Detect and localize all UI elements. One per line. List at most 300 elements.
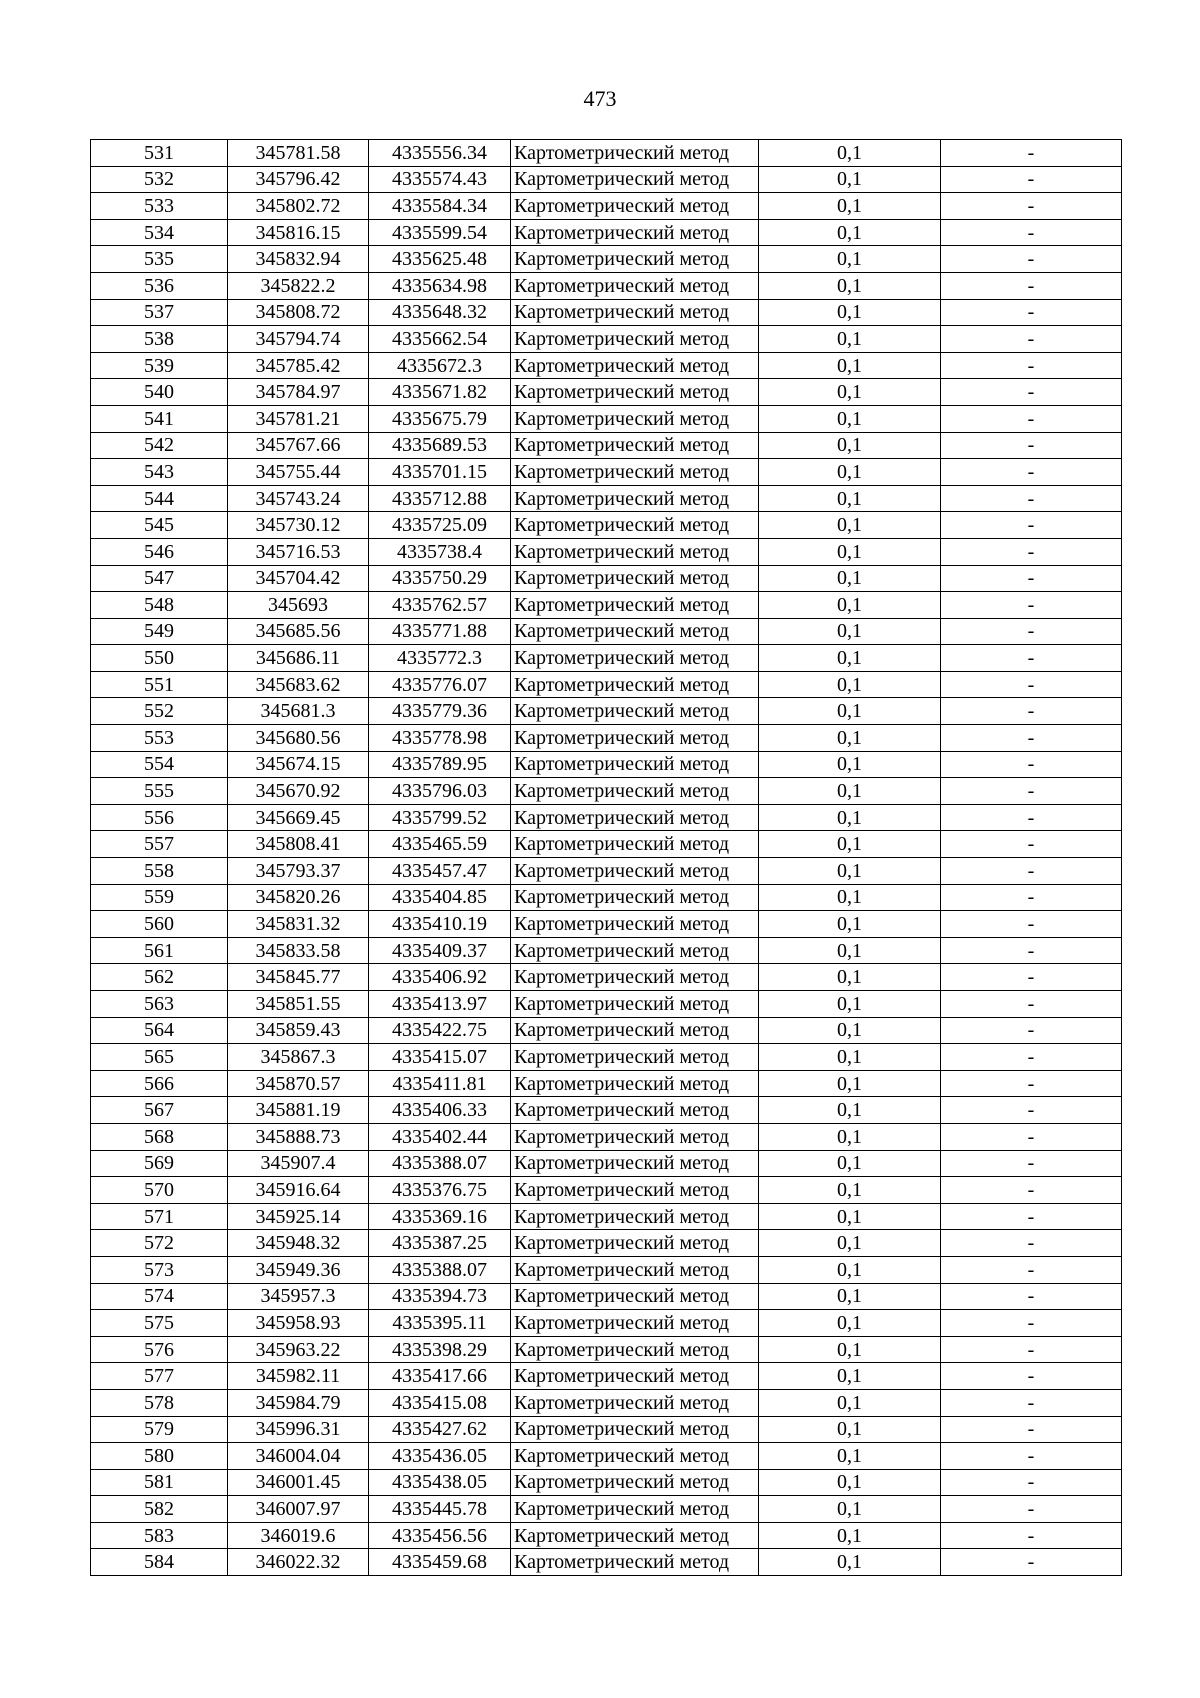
y-coordinate-cell: 4335422.75 [369, 1017, 511, 1044]
table-row [91, 618, 1122, 645]
x-coordinate-cell: 345948.32 [228, 1230, 369, 1257]
table-row [91, 804, 1122, 831]
note-cell: - [941, 1443, 1122, 1470]
accuracy-cell: 0,1 [759, 671, 941, 698]
accuracy-cell: 0,1 [759, 645, 941, 672]
table-row [91, 379, 1122, 406]
table-row [91, 1044, 1122, 1071]
point-number-cell: 581 [91, 1469, 228, 1496]
x-coordinate-cell: 346019.6 [228, 1522, 369, 1549]
method-cell: Картометрический метод [511, 618, 759, 645]
method-cell: Картометрический метод [511, 1310, 759, 1337]
note-cell: - [941, 1230, 1122, 1257]
method-cell: Картометрический метод [511, 1389, 759, 1416]
point-number-cell: 542 [91, 432, 228, 459]
point-number-cell: 574 [91, 1283, 228, 1310]
note-cell: - [941, 1070, 1122, 1097]
point-number-cell: 553 [91, 725, 228, 752]
note-cell: - [941, 964, 1122, 991]
note-cell: - [941, 778, 1122, 805]
accuracy-cell: 0,1 [759, 1044, 941, 1071]
point-number-cell: 557 [91, 831, 228, 858]
y-coordinate-cell: 4335779.36 [369, 698, 511, 725]
table-row [91, 1336, 1122, 1363]
note-cell: - [941, 1363, 1122, 1390]
y-coordinate-cell: 4335762.57 [369, 592, 511, 619]
method-cell: Картометрический метод [511, 1363, 759, 1390]
y-coordinate-cell: 4335672.3 [369, 352, 511, 379]
y-coordinate-cell: 4335436.05 [369, 1443, 511, 1470]
table-row [91, 1549, 1122, 1576]
point-number-cell: 564 [91, 1017, 228, 1044]
point-number-cell: 558 [91, 858, 228, 885]
table-row [91, 1496, 1122, 1523]
accuracy-cell: 0,1 [759, 405, 941, 432]
table-row [91, 991, 1122, 1018]
note-cell: - [941, 858, 1122, 885]
note-cell: - [941, 140, 1122, 167]
x-coordinate-cell: 345851.55 [228, 991, 369, 1018]
y-coordinate-cell: 4335599.54 [369, 219, 511, 246]
x-coordinate-cell: 345808.41 [228, 831, 369, 858]
method-cell: Картометрический метод [511, 485, 759, 512]
accuracy-cell: 0,1 [759, 1496, 941, 1523]
y-coordinate-cell: 4335415.07 [369, 1044, 511, 1071]
point-number-cell: 562 [91, 964, 228, 991]
accuracy-cell: 0,1 [759, 725, 941, 752]
method-cell: Картометрический метод [511, 1443, 759, 1470]
point-number-cell: 534 [91, 219, 228, 246]
accuracy-cell: 0,1 [759, 1522, 941, 1549]
table-row [91, 299, 1122, 326]
table-row [91, 1363, 1122, 1390]
note-cell: - [941, 645, 1122, 672]
x-coordinate-cell: 345730.12 [228, 512, 369, 539]
x-coordinate-cell: 345685.56 [228, 618, 369, 645]
x-coordinate-cell: 345949.36 [228, 1256, 369, 1283]
point-number-cell: 537 [91, 299, 228, 326]
point-number-cell: 570 [91, 1177, 228, 1204]
accuracy-cell: 0,1 [759, 193, 941, 220]
note-cell: - [941, 246, 1122, 273]
x-coordinate-cell: 345822.2 [228, 272, 369, 299]
table-row [91, 1123, 1122, 1150]
point-number-cell: 582 [91, 1496, 228, 1523]
note-cell: - [941, 1203, 1122, 1230]
x-coordinate-cell: 345686.11 [228, 645, 369, 672]
accuracy-cell: 0,1 [759, 751, 941, 778]
note-cell: - [941, 1549, 1122, 1576]
point-number-cell: 571 [91, 1203, 228, 1230]
table-row [91, 565, 1122, 592]
accuracy-cell: 0,1 [759, 1256, 941, 1283]
accuracy-cell: 0,1 [759, 219, 941, 246]
method-cell: Картометрический метод [511, 459, 759, 486]
point-number-cell: 538 [91, 326, 228, 353]
point-number-cell: 536 [91, 272, 228, 299]
accuracy-cell: 0,1 [759, 538, 941, 565]
point-number-cell: 547 [91, 565, 228, 592]
y-coordinate-cell: 4335394.73 [369, 1283, 511, 1310]
y-coordinate-cell: 4335456.56 [369, 1522, 511, 1549]
note-cell: - [941, 352, 1122, 379]
table-row [91, 1416, 1122, 1443]
note-cell: - [941, 219, 1122, 246]
point-number-cell: 576 [91, 1336, 228, 1363]
y-coordinate-cell: 4335376.75 [369, 1177, 511, 1204]
method-cell: Картометрический метод [511, 1177, 759, 1204]
y-coordinate-cell: 4335438.05 [369, 1469, 511, 1496]
method-cell: Картометрический метод [511, 1469, 759, 1496]
x-coordinate-cell: 345781.21 [228, 405, 369, 432]
accuracy-cell: 0,1 [759, 512, 941, 539]
note-cell: - [941, 804, 1122, 831]
table-row [91, 512, 1122, 539]
y-coordinate-cell: 4335689.53 [369, 432, 511, 459]
point-number-cell: 535 [91, 246, 228, 273]
table-row [91, 166, 1122, 193]
x-coordinate-cell: 345833.58 [228, 937, 369, 964]
point-number-cell: 572 [91, 1230, 228, 1257]
x-coordinate-cell: 345925.14 [228, 1203, 369, 1230]
accuracy-cell: 0,1 [759, 1283, 941, 1310]
table-row [91, 193, 1122, 220]
method-cell: Картометрический метод [511, 272, 759, 299]
y-coordinate-cell: 4335445.78 [369, 1496, 511, 1523]
accuracy-cell: 0,1 [759, 1230, 941, 1257]
point-number-cell: 544 [91, 485, 228, 512]
point-number-cell: 580 [91, 1443, 228, 1470]
x-coordinate-cell: 345802.72 [228, 193, 369, 220]
accuracy-cell: 0,1 [759, 698, 941, 725]
point-number-cell: 568 [91, 1123, 228, 1150]
point-number-cell: 573 [91, 1256, 228, 1283]
table-row [91, 405, 1122, 432]
accuracy-cell: 0,1 [759, 1443, 941, 1470]
point-number-cell: 556 [91, 804, 228, 831]
method-cell: Картометрический метод [511, 219, 759, 246]
accuracy-cell: 0,1 [759, 326, 941, 353]
accuracy-cell: 0,1 [759, 884, 941, 911]
method-cell: Картометрический метод [511, 831, 759, 858]
x-coordinate-cell: 345957.3 [228, 1283, 369, 1310]
x-coordinate-cell: 345794.74 [228, 326, 369, 353]
table-row [91, 645, 1122, 672]
accuracy-cell: 0,1 [759, 272, 941, 299]
table-row [91, 538, 1122, 565]
table-row [91, 272, 1122, 299]
note-cell: - [941, 485, 1122, 512]
table-row [91, 937, 1122, 964]
table-row [91, 246, 1122, 273]
method-cell: Картометрический метод [511, 1496, 759, 1523]
x-coordinate-cell: 345755.44 [228, 459, 369, 486]
x-coordinate-cell: 345743.24 [228, 485, 369, 512]
table-row [91, 671, 1122, 698]
table-row [91, 140, 1122, 167]
x-coordinate-cell: 345793.37 [228, 858, 369, 885]
accuracy-cell: 0,1 [759, 1177, 941, 1204]
method-cell: Картометрический метод [511, 565, 759, 592]
method-cell: Картометрический метод [511, 140, 759, 167]
y-coordinate-cell: 4335789.95 [369, 751, 511, 778]
method-cell: Картометрический метод [511, 1416, 759, 1443]
method-cell: Картометрический метод [511, 1283, 759, 1310]
y-coordinate-cell: 4335648.32 [369, 299, 511, 326]
accuracy-cell: 0,1 [759, 485, 941, 512]
note-cell: - [941, 1310, 1122, 1337]
page-number: 473 [583, 86, 617, 111]
method-cell: Картометрический метод [511, 804, 759, 831]
accuracy-cell: 0,1 [759, 379, 941, 406]
note-cell: - [941, 991, 1122, 1018]
accuracy-cell: 0,1 [759, 1389, 941, 1416]
point-number-cell: 549 [91, 618, 228, 645]
table-row [91, 884, 1122, 911]
method-cell: Картометрический метод [511, 1017, 759, 1044]
point-number-cell: 533 [91, 193, 228, 220]
table-row [91, 725, 1122, 752]
accuracy-cell: 0,1 [759, 831, 941, 858]
note-cell: - [941, 1496, 1122, 1523]
y-coordinate-cell: 4335574.43 [369, 166, 511, 193]
table-row [91, 352, 1122, 379]
accuracy-cell: 0,1 [759, 778, 941, 805]
x-coordinate-cell: 345958.93 [228, 1310, 369, 1337]
y-coordinate-cell: 4335415.08 [369, 1389, 511, 1416]
table-row [91, 1177, 1122, 1204]
x-coordinate-cell: 345881.19 [228, 1097, 369, 1124]
point-number-cell: 546 [91, 538, 228, 565]
table-row [91, 831, 1122, 858]
note-cell: - [941, 884, 1122, 911]
x-coordinate-cell: 345820.26 [228, 884, 369, 911]
table-row [91, 911, 1122, 938]
y-coordinate-cell: 4335465.59 [369, 831, 511, 858]
note-cell: - [941, 166, 1122, 193]
method-cell: Картометрический метод [511, 911, 759, 938]
note-cell: - [941, 1416, 1122, 1443]
x-coordinate-cell: 345704.42 [228, 565, 369, 592]
note-cell: - [941, 1150, 1122, 1177]
note-cell: - [941, 1389, 1122, 1416]
note-cell: - [941, 1256, 1122, 1283]
method-cell: Картометрический метод [511, 1230, 759, 1257]
table-row [91, 459, 1122, 486]
note-cell: - [941, 831, 1122, 858]
point-number-cell: 575 [91, 1310, 228, 1337]
y-coordinate-cell: 4335398.29 [369, 1336, 511, 1363]
note-cell: - [941, 1336, 1122, 1363]
accuracy-cell: 0,1 [759, 964, 941, 991]
point-number-cell: 563 [91, 991, 228, 1018]
x-coordinate-cell: 345859.43 [228, 1017, 369, 1044]
table-row [91, 432, 1122, 459]
note-cell: - [941, 937, 1122, 964]
method-cell: Картометрический метод [511, 166, 759, 193]
point-number-cell: 531 [91, 140, 228, 167]
table-row [91, 1203, 1122, 1230]
note-cell: - [941, 512, 1122, 539]
table-row [91, 1230, 1122, 1257]
y-coordinate-cell: 4335388.07 [369, 1256, 511, 1283]
point-number-cell: 559 [91, 884, 228, 911]
x-coordinate-cell: 345785.42 [228, 352, 369, 379]
x-coordinate-cell: 345845.77 [228, 964, 369, 991]
y-coordinate-cell: 4335712.88 [369, 485, 511, 512]
x-coordinate-cell: 345907.4 [228, 1150, 369, 1177]
x-coordinate-cell: 346007.97 [228, 1496, 369, 1523]
accuracy-cell: 0,1 [759, 166, 941, 193]
point-number-cell: 561 [91, 937, 228, 964]
x-coordinate-cell: 345680.56 [228, 725, 369, 752]
x-coordinate-cell: 345796.42 [228, 166, 369, 193]
accuracy-cell: 0,1 [759, 565, 941, 592]
x-coordinate-cell: 345888.73 [228, 1123, 369, 1150]
table-row [91, 1389, 1122, 1416]
method-cell: Картометрический метод [511, 512, 759, 539]
note-cell: - [941, 565, 1122, 592]
y-coordinate-cell: 4335406.33 [369, 1097, 511, 1124]
point-number-cell: 539 [91, 352, 228, 379]
method-cell: Картометрический метод [511, 671, 759, 698]
point-number-cell: 540 [91, 379, 228, 406]
y-coordinate-cell: 4335634.98 [369, 272, 511, 299]
accuracy-cell: 0,1 [759, 991, 941, 1018]
accuracy-cell: 0,1 [759, 1336, 941, 1363]
point-number-cell: 565 [91, 1044, 228, 1071]
x-coordinate-cell: 345784.97 [228, 379, 369, 406]
note-cell: - [941, 911, 1122, 938]
accuracy-cell: 0,1 [759, 804, 941, 831]
accuracy-cell: 0,1 [759, 858, 941, 885]
accuracy-cell: 0,1 [759, 1123, 941, 1150]
x-coordinate-cell: 345693 [228, 592, 369, 619]
x-coordinate-cell: 345716.53 [228, 538, 369, 565]
y-coordinate-cell: 4335402.44 [369, 1123, 511, 1150]
method-cell: Картометрический метод [511, 299, 759, 326]
x-coordinate-cell: 345832.94 [228, 246, 369, 273]
table-row [91, 1070, 1122, 1097]
note-cell: - [941, 432, 1122, 459]
note-cell: - [941, 1044, 1122, 1071]
y-coordinate-cell: 4335409.37 [369, 937, 511, 964]
x-coordinate-cell: 345681.3 [228, 698, 369, 725]
note-cell: - [941, 405, 1122, 432]
y-coordinate-cell: 4335799.52 [369, 804, 511, 831]
method-cell: Картометрический метод [511, 858, 759, 885]
note-cell: - [941, 299, 1122, 326]
method-cell: Картометрический метод [511, 884, 759, 911]
y-coordinate-cell: 4335427.62 [369, 1416, 511, 1443]
y-coordinate-cell: 4335411.81 [369, 1070, 511, 1097]
accuracy-cell: 0,1 [759, 1469, 941, 1496]
method-cell: Картометрический метод [511, 1522, 759, 1549]
point-number-cell: 551 [91, 671, 228, 698]
note-cell: - [941, 272, 1122, 299]
point-number-cell: 567 [91, 1097, 228, 1124]
y-coordinate-cell: 4335395.11 [369, 1310, 511, 1337]
x-coordinate-cell: 345982.11 [228, 1363, 369, 1390]
y-coordinate-cell: 4335410.19 [369, 911, 511, 938]
point-number-cell: 548 [91, 592, 228, 619]
method-cell: Картометрический метод [511, 937, 759, 964]
x-coordinate-cell: 345808.72 [228, 299, 369, 326]
accuracy-cell: 0,1 [759, 1310, 941, 1337]
x-coordinate-cell: 345916.64 [228, 1177, 369, 1204]
table-row [91, 698, 1122, 725]
table-row [91, 778, 1122, 805]
method-cell: Картометрический метод [511, 1123, 759, 1150]
accuracy-cell: 0,1 [759, 618, 941, 645]
y-coordinate-cell: 4335750.29 [369, 565, 511, 592]
coordinates-table [90, 139, 1122, 1576]
y-coordinate-cell: 4335413.97 [369, 991, 511, 1018]
method-cell: Картометрический метод [511, 1150, 759, 1177]
accuracy-cell: 0,1 [759, 352, 941, 379]
point-number-cell: 554 [91, 751, 228, 778]
note-cell: - [941, 326, 1122, 353]
method-cell: Картометрический метод [511, 379, 759, 406]
method-cell: Картометрический метод [511, 1097, 759, 1124]
y-coordinate-cell: 4335738.4 [369, 538, 511, 565]
table-row [91, 1522, 1122, 1549]
x-coordinate-cell: 345669.45 [228, 804, 369, 831]
table-row [91, 1469, 1122, 1496]
note-cell: - [941, 193, 1122, 220]
table-row [91, 1283, 1122, 1310]
method-cell: Картометрический метод [511, 1336, 759, 1363]
x-coordinate-cell: 346004.04 [228, 1443, 369, 1470]
note-cell: - [941, 725, 1122, 752]
method-cell: Картометрический метод [511, 1203, 759, 1230]
method-cell: Картометрический метод [511, 1549, 759, 1576]
y-coordinate-cell: 4335772.3 [369, 645, 511, 672]
method-cell: Картометрический метод [511, 1070, 759, 1097]
accuracy-cell: 0,1 [759, 246, 941, 273]
accuracy-cell: 0,1 [759, 432, 941, 459]
note-cell: - [941, 379, 1122, 406]
y-coordinate-cell: 4335796.03 [369, 778, 511, 805]
method-cell: Картометрический метод [511, 592, 759, 619]
table-row [91, 1443, 1122, 1470]
note-cell: - [941, 751, 1122, 778]
coordinates-table-body [91, 140, 1122, 1576]
table-row [91, 858, 1122, 885]
x-coordinate-cell: 345816.15 [228, 219, 369, 246]
y-coordinate-cell: 4335675.79 [369, 405, 511, 432]
note-cell: - [941, 1469, 1122, 1496]
table-row [91, 964, 1122, 991]
point-number-cell: 560 [91, 911, 228, 938]
point-number-cell: 569 [91, 1150, 228, 1177]
table-row [91, 485, 1122, 512]
point-number-cell: 545 [91, 512, 228, 539]
y-coordinate-cell: 4335725.09 [369, 512, 511, 539]
point-number-cell: 550 [91, 645, 228, 672]
point-number-cell: 566 [91, 1070, 228, 1097]
note-cell: - [941, 671, 1122, 698]
x-coordinate-cell: 345867.3 [228, 1044, 369, 1071]
table-row [91, 219, 1122, 246]
note-cell: - [941, 1097, 1122, 1124]
x-coordinate-cell: 345870.57 [228, 1070, 369, 1097]
note-cell: - [941, 459, 1122, 486]
y-coordinate-cell: 4335388.07 [369, 1150, 511, 1177]
point-number-cell: 579 [91, 1416, 228, 1443]
note-cell: - [941, 698, 1122, 725]
method-cell: Картометрический метод [511, 1256, 759, 1283]
